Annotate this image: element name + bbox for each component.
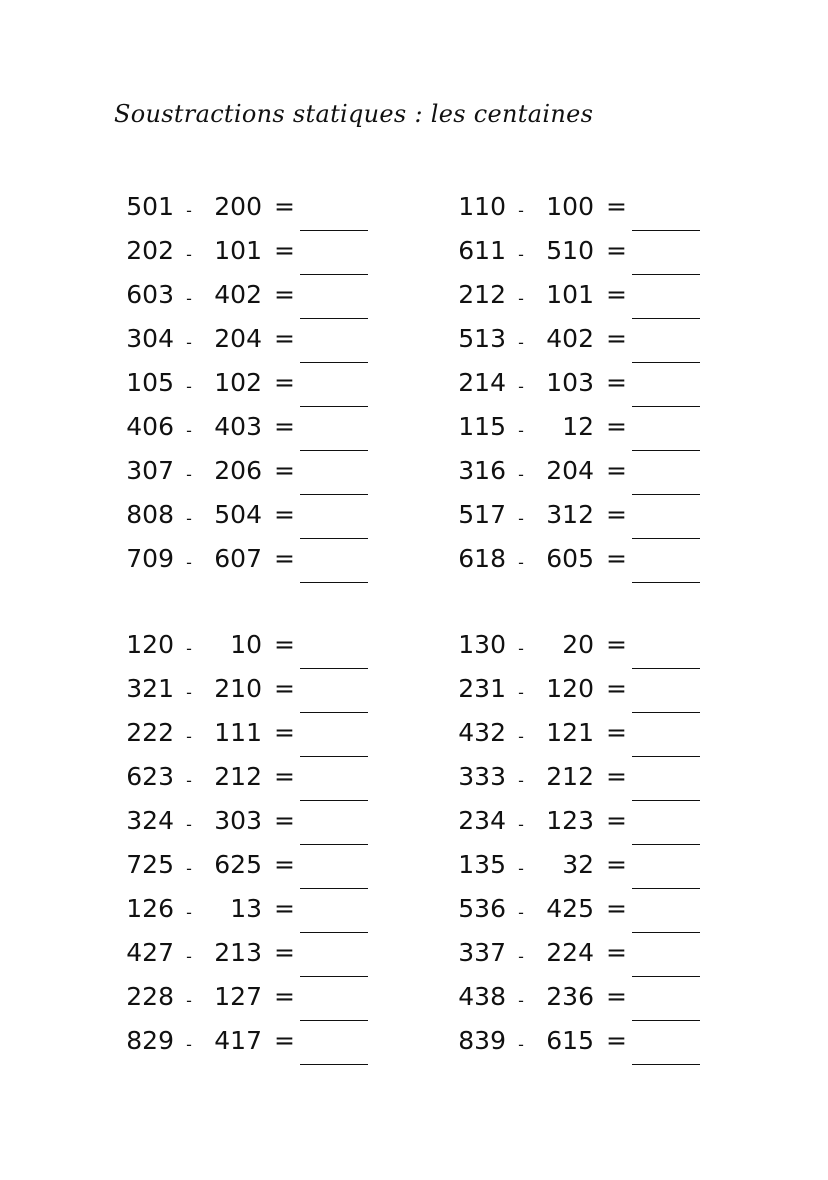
answer-line[interactable] bbox=[300, 274, 368, 275]
page-title: Soustractions statiques : les centaines bbox=[114, 100, 594, 128]
minus-sign: - bbox=[518, 421, 524, 440]
equals-sign: = bbox=[274, 280, 295, 309]
subtrahend: 312 bbox=[546, 500, 594, 529]
minuend: 212 bbox=[458, 280, 506, 309]
minuend: 222 bbox=[126, 718, 174, 747]
equals-sign: = bbox=[274, 412, 295, 441]
subtrahend: 236 bbox=[546, 982, 594, 1011]
answer-line[interactable] bbox=[632, 800, 700, 801]
minuend: 316 bbox=[458, 456, 506, 485]
answer-line[interactable] bbox=[300, 756, 368, 757]
equals-sign: = bbox=[274, 368, 295, 397]
answer-line[interactable] bbox=[300, 318, 368, 319]
answer-line[interactable] bbox=[300, 362, 368, 363]
answer-line[interactable] bbox=[300, 844, 368, 845]
answer-line[interactable] bbox=[300, 450, 368, 451]
equals-sign: = bbox=[274, 982, 295, 1011]
minus-sign: - bbox=[186, 509, 192, 528]
subtrahend: 111 bbox=[214, 718, 262, 747]
minus-sign: - bbox=[518, 333, 524, 352]
answer-line[interactable] bbox=[300, 888, 368, 889]
minuend: 214 bbox=[458, 368, 506, 397]
equals-sign: = bbox=[606, 192, 627, 221]
equals-sign: = bbox=[606, 850, 627, 879]
minuend: 808 bbox=[126, 500, 174, 529]
equals-sign: = bbox=[606, 630, 627, 659]
subtrahend: 20 bbox=[562, 630, 594, 659]
subtrahend: 123 bbox=[546, 806, 594, 835]
minus-sign: - bbox=[186, 859, 192, 878]
subtrahend: 200 bbox=[214, 192, 262, 221]
answer-line[interactable] bbox=[632, 932, 700, 933]
minuend: 603 bbox=[126, 280, 174, 309]
equals-sign: = bbox=[606, 368, 627, 397]
answer-line[interactable] bbox=[300, 494, 368, 495]
minus-sign: - bbox=[518, 289, 524, 308]
answer-line[interactable] bbox=[632, 230, 700, 231]
answer-line[interactable] bbox=[300, 800, 368, 801]
equals-sign: = bbox=[606, 456, 627, 485]
answer-line[interactable] bbox=[632, 582, 700, 583]
equals-sign: = bbox=[606, 894, 627, 923]
minus-sign: - bbox=[186, 553, 192, 572]
equals-sign: = bbox=[274, 718, 295, 747]
answer-line[interactable] bbox=[632, 668, 700, 669]
subtrahend: 402 bbox=[214, 280, 262, 309]
minuend: 333 bbox=[458, 762, 506, 791]
minuend: 432 bbox=[458, 718, 506, 747]
subtrahend: 13 bbox=[230, 894, 262, 923]
answer-line[interactable] bbox=[300, 976, 368, 977]
answer-line[interactable] bbox=[632, 318, 700, 319]
subtrahend: 102 bbox=[214, 368, 262, 397]
minus-sign: - bbox=[186, 377, 192, 396]
minus-sign: - bbox=[186, 727, 192, 746]
equals-sign: = bbox=[274, 544, 295, 573]
answer-line[interactable] bbox=[300, 712, 368, 713]
minus-sign: - bbox=[518, 815, 524, 834]
minuend: 611 bbox=[458, 236, 506, 265]
minuend: 115 bbox=[458, 412, 506, 441]
minus-sign: - bbox=[518, 859, 524, 878]
minuend: 501 bbox=[126, 192, 174, 221]
answer-line[interactable] bbox=[632, 538, 700, 539]
equals-sign: = bbox=[274, 630, 295, 659]
minus-sign: - bbox=[186, 815, 192, 834]
minus-sign: - bbox=[518, 683, 524, 702]
equals-sign: = bbox=[274, 500, 295, 529]
answer-line[interactable] bbox=[300, 406, 368, 407]
minus-sign: - bbox=[186, 245, 192, 264]
subtrahend: 12 bbox=[562, 412, 594, 441]
subtrahend: 101 bbox=[214, 236, 262, 265]
answer-line[interactable] bbox=[300, 230, 368, 231]
minuend: 105 bbox=[126, 368, 174, 397]
subtrahend: 425 bbox=[546, 894, 594, 923]
minuend: 438 bbox=[458, 982, 506, 1011]
equals-sign: = bbox=[274, 674, 295, 703]
subtrahend: 607 bbox=[214, 544, 262, 573]
answer-line[interactable] bbox=[632, 712, 700, 713]
subtrahend: 121 bbox=[546, 718, 594, 747]
minus-sign: - bbox=[186, 465, 192, 484]
minuend: 228 bbox=[126, 982, 174, 1011]
answer-line[interactable] bbox=[300, 538, 368, 539]
subtrahend: 101 bbox=[546, 280, 594, 309]
subtrahend: 403 bbox=[214, 412, 262, 441]
answer-line[interactable] bbox=[300, 932, 368, 933]
answer-line[interactable] bbox=[632, 274, 700, 275]
subtrahend: 213 bbox=[214, 938, 262, 967]
minuend: 304 bbox=[126, 324, 174, 353]
subtrahend: 615 bbox=[546, 1026, 594, 1055]
minus-sign: - bbox=[518, 639, 524, 658]
minus-sign: - bbox=[186, 1035, 192, 1054]
equals-sign: = bbox=[606, 806, 627, 835]
minuend: 427 bbox=[126, 938, 174, 967]
minuend: 231 bbox=[458, 674, 506, 703]
answer-line[interactable] bbox=[632, 756, 700, 757]
equals-sign: = bbox=[274, 192, 295, 221]
minuend: 517 bbox=[458, 500, 506, 529]
equals-sign: = bbox=[606, 236, 627, 265]
minuend: 130 bbox=[458, 630, 506, 659]
subtrahend: 204 bbox=[214, 324, 262, 353]
minuend: 709 bbox=[126, 544, 174, 573]
subtrahend: 103 bbox=[546, 368, 594, 397]
answer-line[interactable] bbox=[632, 406, 700, 407]
subtrahend: 206 bbox=[214, 456, 262, 485]
subtrahend: 510 bbox=[546, 236, 594, 265]
equals-sign: = bbox=[606, 324, 627, 353]
minuend: 536 bbox=[458, 894, 506, 923]
subtrahend: 210 bbox=[214, 674, 262, 703]
minus-sign: - bbox=[186, 421, 192, 440]
minuend: 406 bbox=[126, 412, 174, 441]
subtrahend: 504 bbox=[214, 500, 262, 529]
subtrahend: 625 bbox=[214, 850, 262, 879]
equals-sign: = bbox=[274, 324, 295, 353]
answer-line[interactable] bbox=[632, 1020, 700, 1021]
answer-line[interactable] bbox=[632, 844, 700, 845]
subtrahend: 32 bbox=[562, 850, 594, 879]
minus-sign: - bbox=[186, 683, 192, 702]
minuend: 120 bbox=[126, 630, 174, 659]
subtrahend: 10 bbox=[230, 630, 262, 659]
minuend: 839 bbox=[458, 1026, 506, 1055]
equals-sign: = bbox=[606, 938, 627, 967]
equals-sign: = bbox=[274, 806, 295, 835]
subtrahend: 100 bbox=[546, 192, 594, 221]
minuend: 135 bbox=[458, 850, 506, 879]
minus-sign: - bbox=[518, 553, 524, 572]
minus-sign: - bbox=[518, 377, 524, 396]
equals-sign: = bbox=[606, 412, 627, 441]
minus-sign: - bbox=[518, 465, 524, 484]
minus-sign: - bbox=[186, 639, 192, 658]
subtrahend: 127 bbox=[214, 982, 262, 1011]
minus-sign: - bbox=[518, 991, 524, 1010]
minus-sign: - bbox=[518, 771, 524, 790]
minus-sign: - bbox=[186, 333, 192, 352]
minuend: 337 bbox=[458, 938, 506, 967]
subtrahend: 605 bbox=[546, 544, 594, 573]
equals-sign: = bbox=[606, 718, 627, 747]
equals-sign: = bbox=[606, 982, 627, 1011]
equals-sign: = bbox=[274, 938, 295, 967]
minus-sign: - bbox=[518, 201, 524, 220]
minuend: 513 bbox=[458, 324, 506, 353]
subtrahend: 120 bbox=[546, 674, 594, 703]
minuend: 110 bbox=[458, 192, 506, 221]
answer-line[interactable] bbox=[632, 888, 700, 889]
equals-sign: = bbox=[606, 280, 627, 309]
minus-sign: - bbox=[518, 947, 524, 966]
minus-sign: - bbox=[518, 245, 524, 264]
minus-sign: - bbox=[518, 727, 524, 746]
equals-sign: = bbox=[274, 456, 295, 485]
answer-line[interactable] bbox=[300, 582, 368, 583]
minuend: 234 bbox=[458, 806, 506, 835]
answer-line[interactable] bbox=[300, 1020, 368, 1021]
minus-sign: - bbox=[518, 509, 524, 528]
answer-line[interactable] bbox=[300, 668, 368, 669]
equals-sign: = bbox=[606, 500, 627, 529]
subtrahend: 417 bbox=[214, 1026, 262, 1055]
minus-sign: - bbox=[186, 947, 192, 966]
minuend: 126 bbox=[126, 894, 174, 923]
answer-line[interactable] bbox=[300, 1064, 368, 1065]
minus-sign: - bbox=[186, 903, 192, 922]
subtrahend: 204 bbox=[546, 456, 594, 485]
equals-sign: = bbox=[274, 894, 295, 923]
minuend: 321 bbox=[126, 674, 174, 703]
equals-sign: = bbox=[606, 544, 627, 573]
subtrahend: 224 bbox=[546, 938, 594, 967]
answer-line[interactable] bbox=[632, 450, 700, 451]
equals-sign: = bbox=[274, 236, 295, 265]
minus-sign: - bbox=[186, 771, 192, 790]
minus-sign: - bbox=[186, 201, 192, 220]
minuend: 829 bbox=[126, 1026, 174, 1055]
equals-sign: = bbox=[606, 674, 627, 703]
minus-sign: - bbox=[186, 991, 192, 1010]
subtrahend: 212 bbox=[546, 762, 594, 791]
minuend: 618 bbox=[458, 544, 506, 573]
equals-sign: = bbox=[606, 1026, 627, 1055]
minuend: 307 bbox=[126, 456, 174, 485]
equals-sign: = bbox=[274, 850, 295, 879]
answer-line[interactable] bbox=[632, 1064, 700, 1065]
minuend: 202 bbox=[126, 236, 174, 265]
minus-sign: - bbox=[186, 289, 192, 308]
answer-line[interactable] bbox=[632, 494, 700, 495]
minuend: 324 bbox=[126, 806, 174, 835]
subtrahend: 303 bbox=[214, 806, 262, 835]
minus-sign: - bbox=[518, 1035, 524, 1054]
minuend: 623 bbox=[126, 762, 174, 791]
answer-line[interactable] bbox=[632, 976, 700, 977]
minuend: 725 bbox=[126, 850, 174, 879]
subtrahend: 212 bbox=[214, 762, 262, 791]
minus-sign: - bbox=[518, 903, 524, 922]
equals-sign: = bbox=[274, 762, 295, 791]
answer-line[interactable] bbox=[632, 362, 700, 363]
equals-sign: = bbox=[606, 762, 627, 791]
equals-sign: = bbox=[274, 1026, 295, 1055]
subtrahend: 402 bbox=[546, 324, 594, 353]
